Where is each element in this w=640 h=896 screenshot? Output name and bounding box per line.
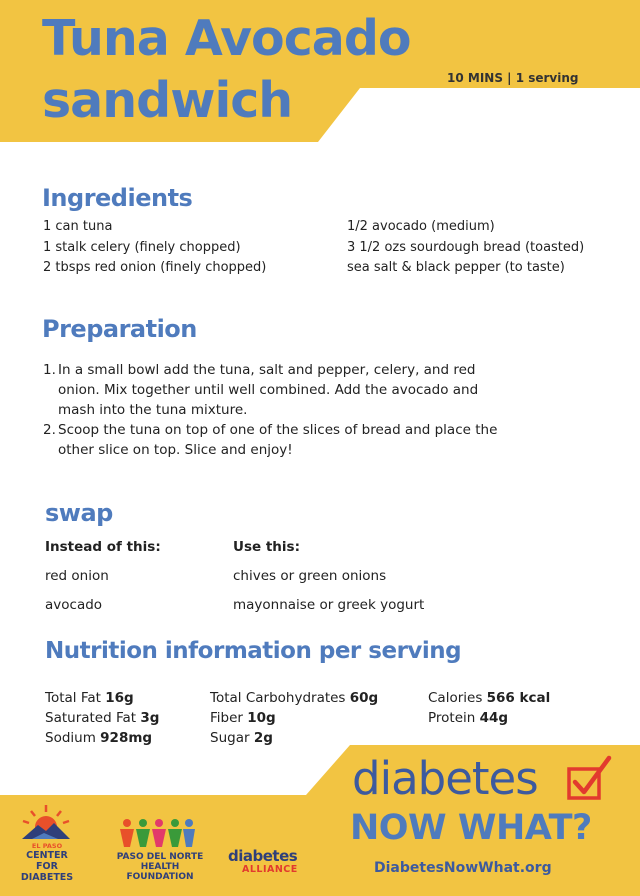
swap-to: mayonnaise or greek yogurt — [233, 597, 425, 613]
title-line-1: Tuna Avocado — [42, 10, 411, 67]
ingredient-item: sea salt & black pepper (to taste) — [347, 260, 565, 275]
nutrition-value: 10g — [247, 710, 276, 726]
nutrition-item — [428, 688, 550, 708]
preparation-step — [43, 360, 563, 420]
step-number: 1. — [43, 362, 56, 378]
brand-diabetes: diabetes — [352, 752, 538, 805]
step-line: onion. Mix together until well combined. Add the avocado and — [58, 382, 479, 398]
nutrition-value: 16g — [105, 690, 134, 706]
preparation-steps — [43, 360, 563, 460]
swap-header-right: Use this: — [233, 539, 300, 555]
ingredient-item: 1/2 avocado (medium) — [347, 219, 495, 234]
logo1-top: EL PASO — [31, 842, 63, 850]
ingredient-item: 2 tbsps red onion (finely chopped) — [43, 260, 267, 275]
nutrition-item — [45, 688, 159, 708]
swap-heading: swap — [45, 499, 113, 527]
preparation-heading: Preparation — [42, 315, 197, 343]
logo-el-paso-center — [14, 843, 80, 883]
recipe-meta: 10 MINS | 1 serving — [447, 71, 579, 85]
swap-from: avocado — [45, 597, 103, 613]
step-number: 2. — [43, 422, 56, 438]
nutrition-col-3 — [428, 688, 550, 728]
logo3-line1: diabetes — [228, 847, 298, 865]
brand-now-what: NOW WHAT? — [350, 808, 592, 848]
logo2-line2: HEALTH FOUNDATION — [126, 862, 194, 882]
people-figures-icon — [117, 817, 197, 849]
step-line: mash into the tuna mixture. — [58, 402, 248, 418]
swap-header-left: Instead of this: — [45, 539, 161, 555]
logo-paso-del-norte — [107, 852, 213, 882]
logo2-line1: PASO DEL NORTE — [116, 852, 204, 862]
logo-diabetes-alliance — [228, 848, 318, 875]
nutrition-col-2 — [210, 688, 378, 748]
nutrition-col-1 — [45, 688, 159, 748]
nutrition-label: Sugar — [210, 730, 254, 746]
step-line: In a small bowl add the tuna, salt and pepper, celery, and red — [58, 362, 476, 378]
nutrition-label: Protein — [428, 710, 480, 726]
nutrition-label: Calories — [428, 690, 487, 706]
swap-to: chives or green onions — [233, 568, 387, 584]
sun-mountain-icon — [18, 803, 74, 841]
ingredient-item: 1 can tuna — [43, 219, 113, 234]
title-line-2: sandwich — [42, 72, 293, 129]
ingredient-item: 3 1/2 ozs sourdough bread (toasted) — [347, 239, 585, 255]
nutrition-value: 44g — [479, 710, 509, 726]
ingredients-col-1 — [43, 217, 266, 279]
swap-from: red onion — [45, 568, 109, 584]
ingredients-col-2 — [347, 217, 584, 279]
nutrition-label: Fiber — [210, 710, 248, 726]
step-line: other slice on top. Slice and enjoy! — [58, 442, 293, 458]
ingredient-item: 1 stalk celery (finely chopped) — [43, 239, 241, 255]
nutrition-label: Sodium — [45, 730, 101, 746]
nutrition-value: 928mg — [100, 730, 153, 746]
logo3-line2: ALLIANCE — [242, 864, 298, 875]
nutrition-label: Total Fat — [45, 690, 106, 706]
step-line: Scoop the tuna on top of one of the slices of bread and place the — [58, 422, 498, 438]
preparation-step — [43, 420, 563, 460]
nutrition-value: 3g — [140, 710, 160, 726]
recipe-title — [42, 8, 411, 132]
nutrition-value: 566 kcal — [486, 690, 551, 706]
logo1-line1: CENTER FOR — [26, 850, 68, 872]
brand-url[interactable]: DiabetesNowWhat.org — [374, 860, 552, 876]
nutrition-item — [45, 708, 159, 728]
nutrition-value: 2g — [253, 730, 273, 746]
ingredients-heading: Ingredients — [42, 184, 193, 212]
nutrition-heading: Nutrition information per serving — [45, 638, 462, 664]
nutrition-value: 60g — [349, 690, 379, 706]
logo1-line2: DIABETES — [20, 872, 74, 883]
nutrition-item — [428, 708, 550, 728]
nutrition-item — [210, 688, 378, 708]
nutrition-label: Saturated Fat — [45, 710, 141, 726]
nutrition-label: Total Carbohydrates — [210, 690, 350, 706]
checkbox-check-icon — [566, 755, 612, 801]
nutrition-item — [210, 708, 378, 728]
